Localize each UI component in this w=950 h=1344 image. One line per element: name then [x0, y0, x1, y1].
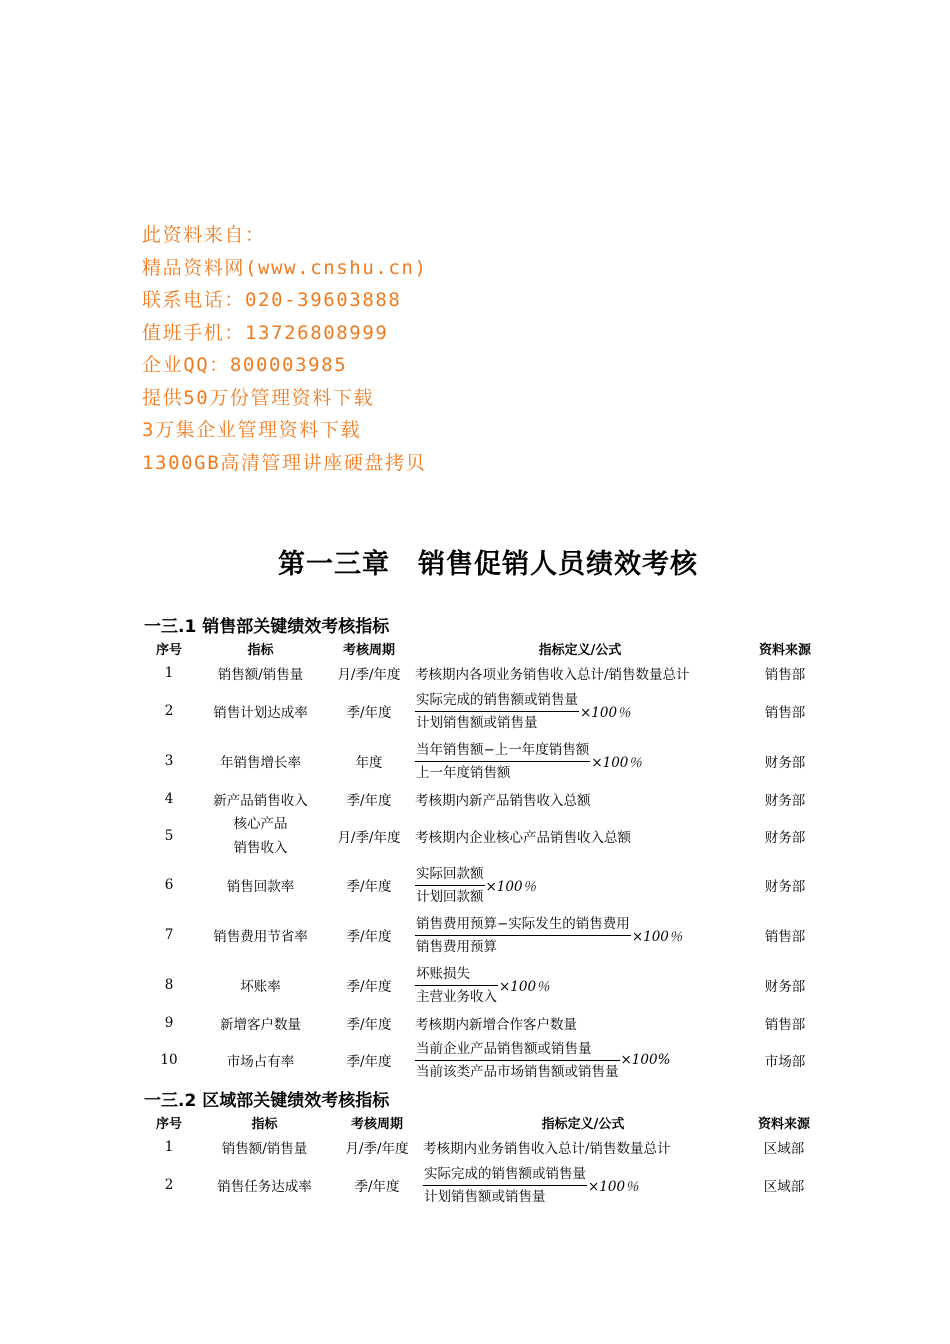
row-definition: 考核期内新产品销售收入总额 — [415, 793, 591, 809]
notice-line: 提供50万份管理资料下载 — [142, 386, 375, 409]
row-formula — [415, 860, 745, 910]
header-period: 考核周期 — [350, 1116, 403, 1132]
header-period: 考核周期 — [342, 642, 395, 658]
formula-denominator: 计划销售额或销售量 — [416, 714, 538, 731]
formula-denominator: 上一年度销售额 — [416, 764, 511, 781]
row-no: 9 — [164, 1015, 174, 1031]
table-row — [140, 1036, 825, 1084]
table-row — [140, 860, 825, 910]
notice-line: 精品资料网(www.cnshu.cn) — [142, 256, 428, 279]
row-indicator: 销售额/销售量 — [217, 667, 304, 683]
row-source: 区域部 — [763, 1141, 805, 1157]
header-source: 资料来源 — [757, 1116, 810, 1132]
formula-multiplier: ×100％ — [631, 929, 683, 945]
kpi-table — [140, 636, 825, 1084]
row-period: 季/年度 — [346, 793, 392, 809]
header-definition: 指标定义/公式 — [541, 1116, 625, 1132]
row-period: 季/年度 — [346, 929, 392, 945]
notice-line: 1300GB高清管理讲座硬盘拷贝 — [142, 451, 427, 474]
row-formula — [415, 960, 745, 1010]
row-indicator-line: 销售收入 — [233, 840, 288, 856]
row-indicator-line: 核心产品 — [233, 816, 288, 832]
notice-line: 3万集企业管理资料下载 — [142, 419, 362, 441]
row-indicator: 市场占有率 — [226, 1054, 295, 1070]
row-period: 季/年度 — [346, 879, 392, 895]
formula-numerator: 坏账损失 — [415, 964, 498, 986]
table-row — [140, 910, 825, 960]
table-row — [140, 1134, 825, 1160]
table-row — [140, 660, 825, 686]
formula-multiplier: ×100％ — [485, 879, 537, 895]
row-no: 8 — [164, 977, 174, 993]
row-no: 10 — [160, 1052, 178, 1068]
section-title: 一三.1 销售部关键绩效考核指标 — [144, 617, 390, 637]
formula-numerator: 销售费用预算−实际发生的销售费用 — [415, 914, 631, 936]
row-period: 季/年度 — [346, 705, 392, 721]
row-indicator: 销售任务达成率 — [217, 1179, 312, 1195]
row-source: 销售部 — [764, 929, 806, 945]
header-indicator: 指标 — [247, 642, 274, 658]
formula-multiplier: ×100％ — [580, 705, 631, 721]
row-indicator: 坏账率 — [240, 979, 281, 995]
row-period: 季/年度 — [346, 979, 392, 995]
row-definition: 考核期内企业核心产品销售收入总额 — [415, 830, 631, 846]
row-period: 年度 — [355, 755, 383, 771]
formula-denominator: 当前该类产品市场销售额或销售量 — [416, 1063, 619, 1080]
row-no: 1 — [164, 1139, 174, 1155]
row-source: 财务部 — [764, 879, 806, 895]
formula-denominator: 计划回款额 — [416, 888, 484, 905]
row-definition: 考核期内各项业务销售收入总计/销售数量总计 — [415, 667, 690, 683]
row-source: 财务部 — [764, 979, 806, 995]
row-period: 季/年度 — [354, 1179, 400, 1195]
row-no: 6 — [164, 877, 174, 893]
header-no: 序号 — [155, 642, 182, 658]
row-formula — [423, 1160, 743, 1210]
row-source: 销售部 — [764, 667, 806, 683]
row-indicator: 销售额/销售量 — [221, 1141, 308, 1157]
table-row — [140, 1160, 825, 1210]
kpi-table — [140, 1110, 825, 1210]
formula-numerator: 实际回款额 — [415, 864, 485, 886]
row-source: 财务部 — [764, 755, 806, 771]
notice-line: 联系电话：020-39603888 — [142, 289, 402, 311]
table-row — [140, 960, 825, 1010]
table-row — [140, 786, 825, 812]
table-row — [140, 812, 825, 860]
row-no: 5 — [164, 828, 174, 844]
row-definition: 考核期内新增合作客户数量 — [415, 1017, 577, 1033]
formula-multiplier: ×100％ — [591, 755, 642, 771]
notice-line: 企业QQ：800003985 — [142, 354, 348, 376]
header-indicator: 指标 — [251, 1116, 278, 1132]
formula-multiplier: ×100％ — [499, 979, 550, 995]
formula-numerator: 当年销售额−上一年度销售额 — [415, 740, 590, 762]
formula-denominator: 主营业务收入 — [416, 988, 497, 1005]
row-source: 市场部 — [764, 1054, 806, 1070]
table-row — [140, 736, 825, 786]
formula-numerator: 当前企业产品销售额或销售量 — [415, 1039, 620, 1061]
row-period: 月/季/年度 — [337, 667, 401, 683]
row-indicator: 销售计划达成率 — [213, 705, 308, 721]
row-formula — [415, 1036, 745, 1084]
row-formula — [415, 910, 745, 960]
row-source: 财务部 — [764, 793, 806, 809]
formula-multiplier: ×100％ — [588, 1179, 639, 1195]
row-no: 3 — [164, 753, 174, 769]
row-source: 财务部 — [764, 830, 806, 846]
notice-line: 值班手机：13726808999 — [142, 321, 389, 344]
formula-multiplier: ×100% — [620, 1052, 671, 1068]
header-no: 序号 — [155, 1116, 182, 1132]
row-definition: 考核期内业务销售收入总计/销售数量总计 — [423, 1141, 671, 1157]
row-indicator: 新增客户数量 — [220, 1017, 301, 1033]
section-title: 一三.2 区域部关键绩效考核指标 — [144, 1091, 390, 1111]
row-source: 销售部 — [764, 705, 806, 721]
row-indicator: 销售费用节省率 — [213, 929, 308, 945]
row-period: 季/年度 — [346, 1054, 392, 1070]
formula-numerator: 实际完成的销售额或销售量 — [423, 1164, 587, 1186]
formula-denominator: 计划销售额或销售量 — [424, 1188, 546, 1205]
row-no: 2 — [164, 1177, 174, 1193]
table-row — [140, 686, 825, 736]
row-indicator: 销售回款率 — [226, 879, 295, 895]
formula-numerator: 实际完成的销售额或销售量 — [415, 690, 579, 712]
row-formula — [415, 686, 745, 736]
row-source: 区域部 — [763, 1179, 805, 1195]
row-period: 月/季/年度 — [345, 1141, 409, 1157]
header-definition: 指标定义/公式 — [538, 642, 622, 658]
table-header-row — [140, 1110, 825, 1134]
table-header-row — [140, 636, 825, 660]
row-source: 销售部 — [764, 1017, 806, 1033]
row-no: 7 — [164, 927, 174, 943]
formula-denominator: 销售费用预算 — [416, 938, 497, 955]
row-indicator — [198, 812, 323, 860]
row-indicator: 新产品销售收入 — [213, 793, 308, 809]
chapter-title: 第一三章 销售促销人员绩效考核 — [278, 549, 698, 580]
table-row — [140, 1010, 825, 1036]
header-source: 资料来源 — [758, 642, 811, 658]
row-no: 4 — [164, 791, 174, 807]
row-indicator: 年销售增长率 — [220, 755, 301, 771]
row-formula — [415, 736, 745, 786]
source-notice — [142, 219, 428, 479]
row-period: 月/季/年度 — [337, 830, 401, 846]
notice-line: 此资料来自： — [142, 224, 266, 246]
row-period: 季/年度 — [346, 1017, 392, 1033]
row-no: 2 — [164, 703, 174, 719]
row-no: 1 — [164, 665, 174, 681]
